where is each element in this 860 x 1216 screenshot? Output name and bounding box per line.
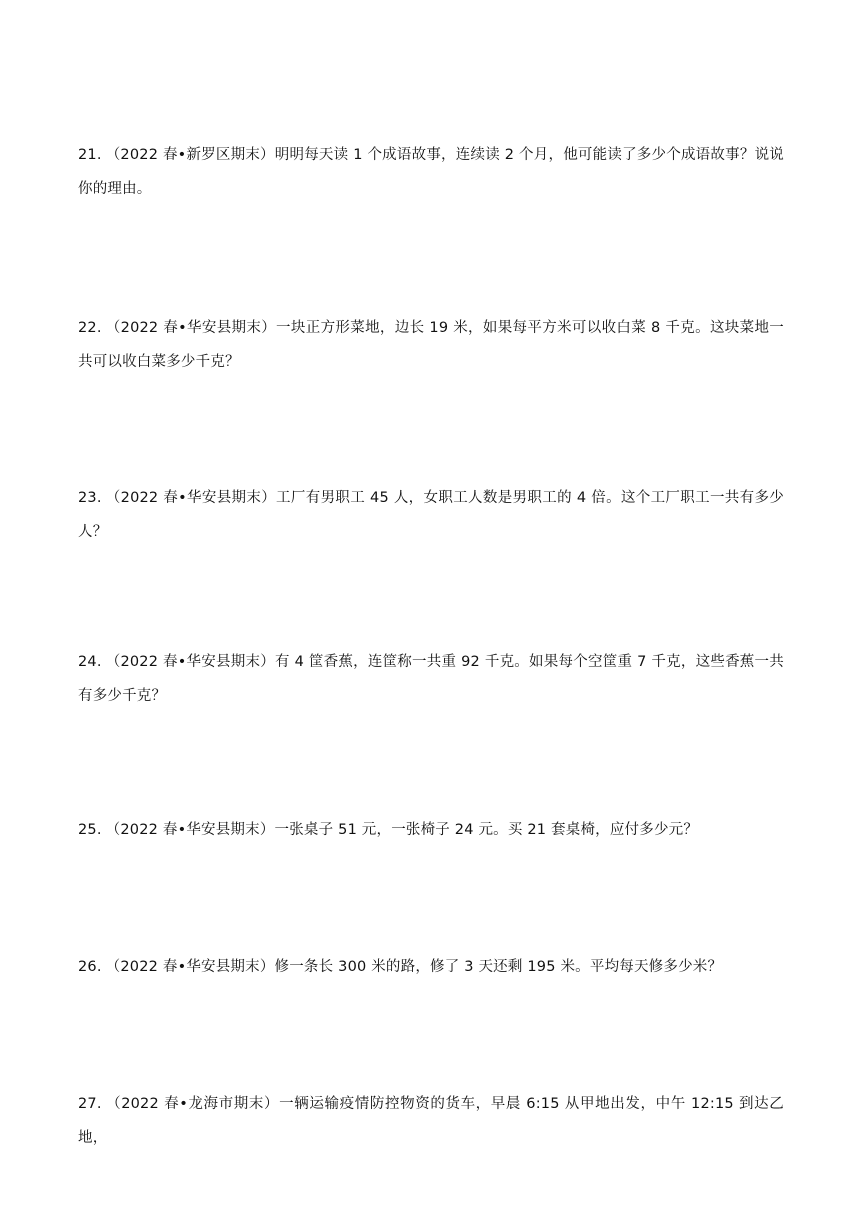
question-23: [78, 481, 784, 549]
question-text: （2022 春•华安县期末）工厂有男职工 45 人，女职工人数是男职工的 4 倍。这个工厂职工一共有多少人？: [78, 490, 784, 540]
question-number: 24.: [78, 654, 102, 670]
question-27: [78, 1087, 784, 1155]
question-21: [78, 138, 784, 206]
question-text: （2022 春•新罗区期末）明明每天读 1 个成语故事，连续读 2 个月，他可能读了多少个成语故事？说说你的理由。: [78, 147, 784, 197]
question-text: （2022 春•华安县期末）修一条长 300 米的路，修了 3 天还剩 195 米。平均每天修多少米？: [105, 959, 723, 975]
question-number: 22.: [78, 320, 102, 336]
question-text: （2022 春•龙海市期末）一辆运输疫情防控物资的货车，早晨 6:15 从甲地出发，中午 12:15 到达乙地，: [78, 1096, 784, 1146]
question-number: 27.: [78, 1096, 102, 1112]
question-number: 25.: [78, 822, 102, 838]
question-22: [78, 311, 784, 379]
question-number: 23.: [78, 490, 102, 506]
question-text: （2022 春•华安县期末）有 4 筐香蕉，连筐称一共重 92 千克。如果每个空筐重 7 千克，这些香蕉一共有多少千克？: [78, 654, 784, 704]
question-26: [78, 950, 784, 984]
question-text: （2022 春•华安县期末）一张桌子 51 元，一张椅子 24 元。买 21 套桌椅，应付多少元？: [105, 822, 699, 838]
question-number: 26.: [78, 959, 102, 975]
question-24: [78, 645, 784, 713]
question-text: （2022 春•华安县期末）一块正方形菜地，边长 19 米，如果每平方米可以收白菜 8 千克。这块菜地一共可以收白菜多少千克？: [78, 320, 784, 370]
question-25: [78, 813, 784, 847]
question-number: 21.: [78, 147, 102, 163]
